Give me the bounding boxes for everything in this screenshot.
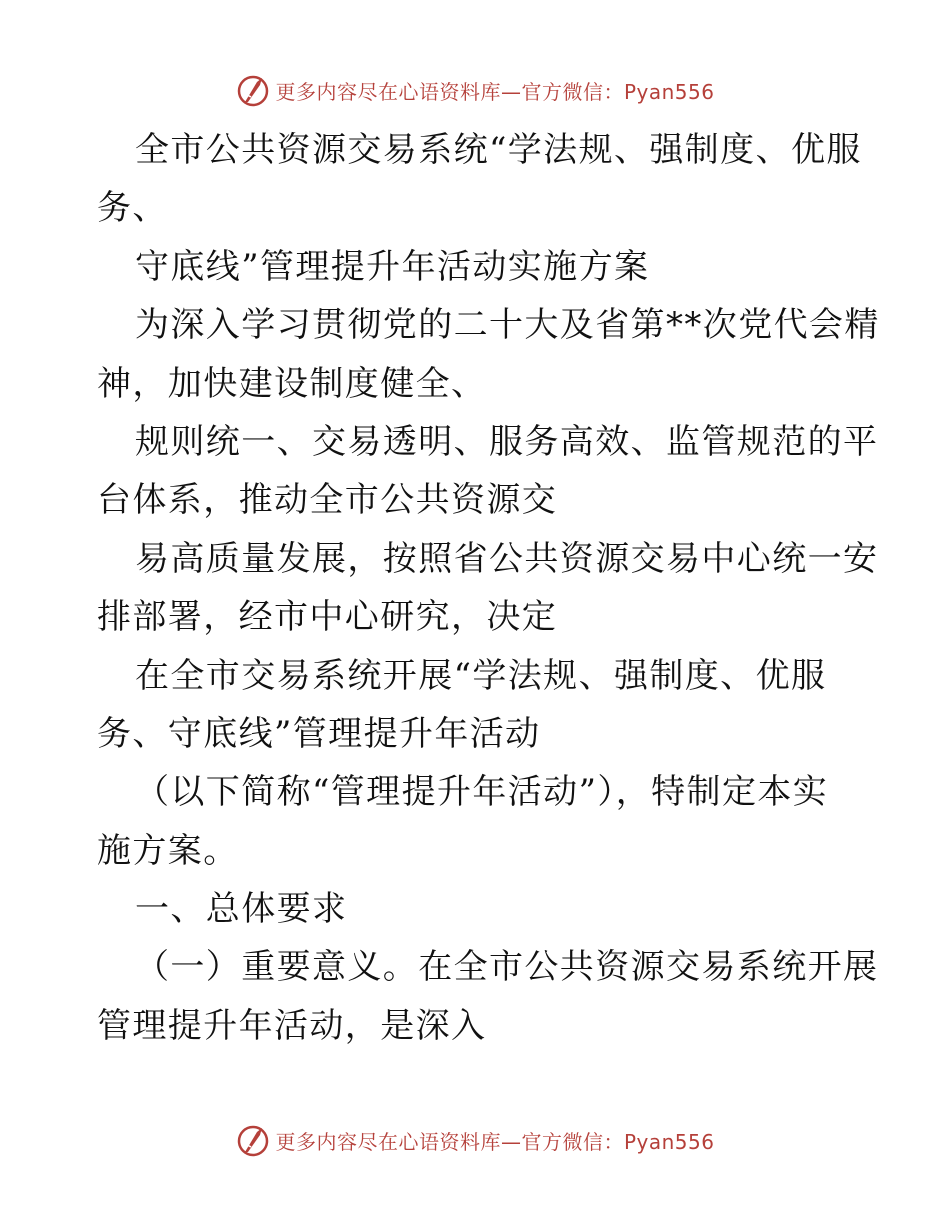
doc-line-3: 守底线”管理提升年活动实施方案 bbox=[135, 246, 650, 287]
doc-line-4: 为深入学习贯彻党的二十大及省第**次党代会精 bbox=[135, 305, 880, 346]
quill-pen-circle-icon bbox=[235, 1122, 271, 1158]
doc-line-6: 规则统一、交易透明、服务高效、监管规范的平 bbox=[135, 421, 879, 462]
doc-line-5: 神，加快建设制度健全、 bbox=[97, 363, 487, 404]
doc-line-11: 务、守底线”管理提升年活动 bbox=[97, 713, 541, 754]
doc-line-16: 管理提升年活动，是深入 bbox=[97, 1005, 487, 1046]
doc-line-1: 全市公共资源交易系统“学法规、强制度、优服 bbox=[135, 130, 862, 170]
watermark-text: 更多内容尽在心语资料库—官方微信：Pyan556 bbox=[275, 1129, 715, 1154]
doc-line-10: 在全市交易系统开展“学法规、强制度、优服 bbox=[135, 655, 827, 696]
footer-watermark bbox=[0, 1120, 950, 1160]
quill-pen-circle-icon bbox=[235, 72, 271, 108]
doc-line-15: （一）重要意义。在全市公共资源交易系统开展 bbox=[135, 947, 879, 988]
document-body bbox=[97, 121, 880, 1055]
doc-line-14: 一、总体要求 bbox=[135, 889, 348, 930]
watermark-text: 更多内容尽在心语资料库—官方微信：Pyan556 bbox=[275, 79, 715, 104]
doc-line-7: 台体系，推动全市公共资源交 bbox=[97, 480, 558, 521]
doc-line-9: 排部署，经市中心研究，决定 bbox=[97, 597, 558, 638]
doc-line-12: （以下简称“管理提升年活动”），特制定本实 bbox=[135, 772, 829, 813]
header-watermark bbox=[0, 70, 950, 110]
doc-line-2: 务、 bbox=[97, 188, 168, 229]
doc-line-13: 施方案。 bbox=[97, 830, 239, 871]
doc-line-8: 易高质量发展，按照省公共资源交易中心统一安 bbox=[135, 538, 879, 579]
